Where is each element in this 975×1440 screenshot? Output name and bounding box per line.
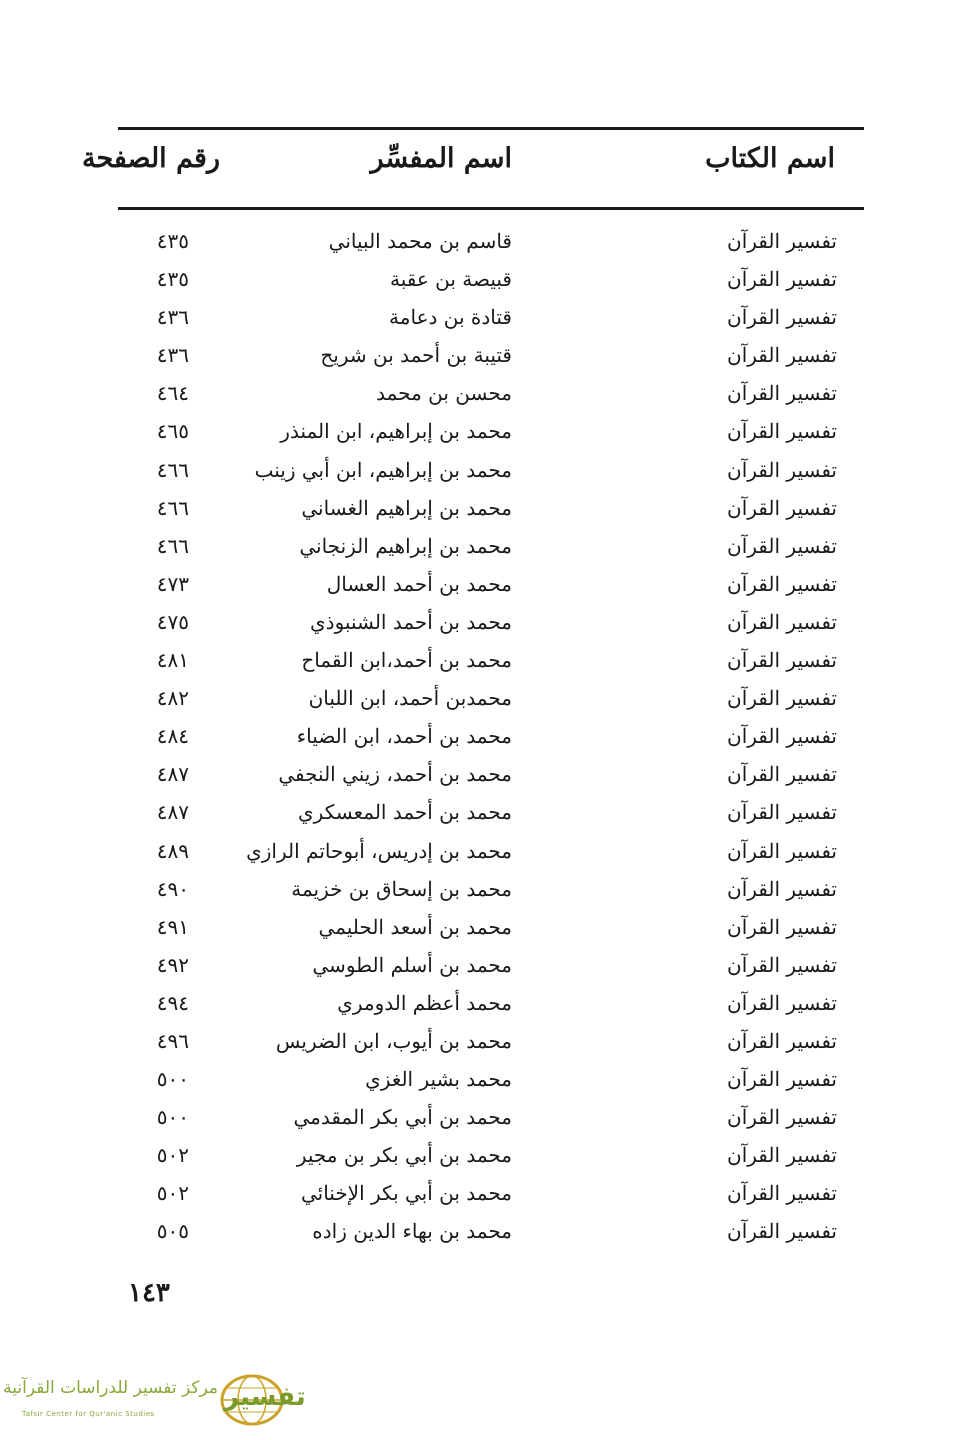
table-row (0, 948, 975, 986)
book-title-cell: تفسير القرآن (727, 609, 837, 634)
table-row (0, 681, 975, 719)
page-number-cell: ٤٨٤ (156, 724, 189, 749)
table-row (0, 453, 975, 491)
table-row (0, 529, 975, 567)
page-number-cell: ٤٣٦ (156, 305, 189, 330)
page-number-cell: ٥٠٥ (156, 1219, 189, 1244)
author-name-cell: محمد بن إبراهيم الغساني (301, 495, 512, 520)
table-row (0, 1176, 975, 1214)
book-title-cell: تفسير القرآن (727, 419, 837, 444)
table-row (0, 491, 975, 529)
page-number-cell: ٤٩٠ (156, 876, 189, 901)
logo-word: تفسير (224, 1382, 306, 1412)
table-row (0, 1024, 975, 1062)
book-title-cell: تفسير القرآن (727, 990, 837, 1015)
page-number-cell: ٤٩٤ (156, 990, 189, 1015)
author-name-cell: محمد بن إبراهيم، ابن أبي زينب (254, 457, 512, 482)
table-row (0, 414, 975, 452)
logo-arabic-name: مركز تفسير للدراسات القرآنية (3, 1378, 218, 1398)
page-number: ١٤٣ (128, 1278, 170, 1308)
header-page-number: رقم الصفحة (81, 143, 220, 174)
author-name-cell: محمد بشير الغزي (365, 1067, 512, 1092)
page-number-cell: ٥٠٢ (156, 1143, 189, 1168)
author-name-cell: محمد بن أسعد الحليمي (318, 914, 512, 939)
page-number-cell: ٤٩٢ (156, 952, 189, 977)
book-title-cell: تفسير القرآن (727, 762, 837, 787)
table-row (0, 1062, 975, 1100)
author-name-cell: قاسم بن محمد البياني (328, 229, 512, 253)
table-row (0, 224, 975, 262)
table-row (0, 338, 975, 376)
author-name-cell: محمد بن أيوب، ابن الضريس (275, 1028, 512, 1053)
page-number-cell: ٤٦٤ (156, 381, 189, 406)
author-name-cell: قتادة بن دعامة (389, 305, 512, 330)
book-title-cell: تفسير القرآن (727, 343, 837, 368)
page-number-cell: ٤٦٦ (156, 533, 189, 558)
author-name-cell: قتيبة بن أحمد بن شريح (320, 343, 512, 368)
book-title-cell: تفسير القرآن (727, 495, 837, 520)
page-number-cell: ٤٨٧ (156, 762, 189, 787)
page-number-cell: ٤٨٧ (156, 800, 189, 825)
table-row (0, 910, 975, 948)
page-number-cell: ٤٧٣ (156, 571, 189, 596)
table-row (0, 719, 975, 757)
table-row (0, 262, 975, 300)
author-name-cell: محمد بن أسلم الطوسي (312, 952, 512, 977)
page-number-cell: ٤٦٦ (156, 495, 189, 520)
table-row (0, 605, 975, 643)
book-title-cell: تفسير القرآن (727, 686, 837, 711)
book-title-cell: تفسير القرآن (727, 305, 837, 330)
author-name-cell: محمد بن أحمد، زيني النجفي (278, 762, 512, 787)
book-title-cell: تفسير القرآن (727, 457, 837, 482)
author-name-cell: محمد بن أحمد، ابن الضياء (296, 724, 512, 749)
author-name-cell: محمد بن إبراهيم الزنجاني (299, 533, 512, 558)
page-number-cell: ٤٨٩ (156, 838, 189, 863)
page-number-cell: ٤٩١ (156, 914, 189, 939)
table-row (0, 834, 975, 872)
author-name-cell: محمد أعظم الدومري (337, 990, 512, 1015)
book-title-cell: تفسير القرآن (727, 648, 837, 673)
book-title-cell: تفسير القرآن (727, 1067, 837, 1092)
page-number-cell: ٤٩٦ (156, 1028, 189, 1053)
page-number-cell: ٤٦٥ (156, 419, 189, 444)
header-author-name: اسم المفسِّر (370, 143, 512, 174)
page-number-cell: ٤٨١ (156, 648, 189, 673)
page-number-cell: ٥٠٢ (156, 1181, 189, 1206)
logo-english-name: Tafsir Center for Qur'anic Studies (22, 1410, 155, 1418)
author-name-cell: محمد بن أبي بكر الإخنائي (300, 1181, 512, 1206)
table-header (0, 143, 975, 187)
book-title-cell: تفسير القرآن (727, 229, 837, 253)
table-row (0, 986, 975, 1024)
page-number-cell: ٤٣٦ (156, 343, 189, 368)
table-row (0, 567, 975, 605)
author-name-cell: محمد بن أحمد الشنبوذي (310, 609, 512, 634)
author-name-cell: محمد بن إدريس، أبوحاتم الرازي (246, 838, 512, 863)
book-title-cell: تفسير القرآن (727, 267, 837, 292)
table-row (0, 1100, 975, 1138)
book-title-cell: تفسير القرآن (727, 1219, 837, 1244)
author-name-cell: محمدبن أحمد، ابن اللبان (308, 686, 512, 711)
header-book-title: اسم الكتاب (705, 143, 835, 174)
author-name-cell: محمد بن أبي بكر بن مجير (296, 1143, 512, 1168)
book-title-cell: تفسير القرآن (727, 1028, 837, 1053)
book-title-cell: تفسير القرآن (727, 914, 837, 939)
table-body (0, 224, 975, 1253)
page-number-cell: ٤٦٦ (156, 457, 189, 482)
book-title-cell: تفسير القرآن (727, 381, 837, 406)
book-title-cell: تفسير القرآن (727, 1143, 837, 1168)
table-row (0, 757, 975, 795)
table-top-rule (118, 127, 864, 130)
table-row (0, 643, 975, 681)
page-number-cell: ٥٠٠ (156, 1067, 189, 1092)
table-row (0, 872, 975, 910)
author-name-cell: محمد بن أحمد،ابن القماح (301, 648, 512, 673)
publisher-logo (3, 1372, 306, 1432)
table-row (0, 1214, 975, 1252)
page-number-cell: ٥٠٠ (156, 1105, 189, 1130)
author-name-cell: محمد بن أحمد العسال (326, 571, 512, 596)
author-name-cell: محمد بن أبي بكر المقدمي (293, 1105, 512, 1130)
book-title-cell: تفسير القرآن (727, 952, 837, 977)
page-number-cell: ٤٣٥ (156, 267, 189, 292)
book-title-cell: تفسير القرآن (727, 800, 837, 825)
author-name-cell: محسن بن محمد (376, 381, 512, 406)
book-title-cell: تفسير القرآن (727, 724, 837, 749)
book-title-cell: تفسير القرآن (727, 571, 837, 596)
author-name-cell: قبيصة بن عقبة (389, 267, 512, 292)
author-name-cell: محمد بن إبراهيم، ابن المنذر (280, 419, 512, 444)
author-name-cell: محمد بن بهاء الدين زاده (312, 1219, 512, 1244)
table-row (0, 1138, 975, 1176)
book-title-cell: تفسير القرآن (727, 533, 837, 558)
book-title-cell: تفسير القرآن (727, 838, 837, 863)
book-title-cell: تفسير القرآن (727, 1181, 837, 1206)
author-name-cell: محمد بن أحمد المعسكري (298, 800, 512, 825)
table-header-rule (118, 207, 864, 210)
table-row (0, 300, 975, 338)
table-row (0, 376, 975, 414)
page-number-cell: ٤٧٥ (156, 609, 189, 634)
page-number-cell: ٤٣٥ (156, 229, 189, 253)
book-title-cell: تفسير القرآن (727, 876, 837, 901)
book-title-cell: تفسير القرآن (727, 1105, 837, 1130)
author-name-cell: محمد بن إسحاق بن خزيمة (291, 876, 512, 901)
page-number-cell: ٤٨٢ (156, 686, 189, 711)
table-row (0, 795, 975, 833)
